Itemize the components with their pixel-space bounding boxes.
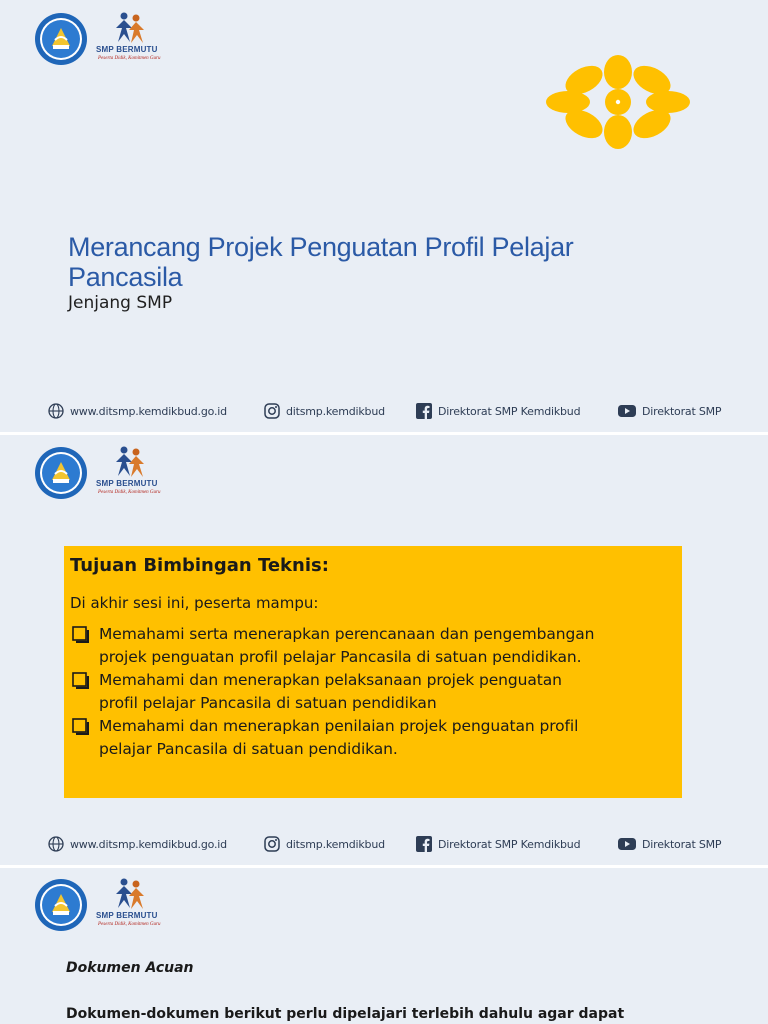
bermutu-tagline: Peserta Didik, Komitmen Guru: [98, 922, 161, 927]
instagram-handle[interactable]: ditsmp.kemdikbud: [286, 404, 385, 418]
facebook-icon: [416, 836, 432, 852]
footer-contacts: [0, 401, 768, 421]
youtube-icon: [618, 837, 636, 851]
bermutu-name: SMP BERMUTU: [96, 45, 158, 54]
youtube-channel[interactable]: Direktorat SMP: [642, 404, 722, 418]
tut-wuri-handayani-logo: [34, 446, 88, 500]
footer-facebook[interactable]: [416, 834, 580, 854]
facebook-icon: [416, 403, 432, 419]
footer-website[interactable]: [48, 834, 227, 854]
list-item: [72, 715, 672, 761]
slide-objectives: [0, 435, 768, 865]
objective-text: Memahami dan menerapkan pelaksanaan projek penguatan profil pelajar Pancasila di satuan pendidikan: [99, 671, 562, 712]
bermutu-tagline: Peserta Didik, Komitmen Guru: [98, 490, 161, 495]
footer-website[interactable]: [48, 401, 227, 421]
title-line-1: Merancang Projek Penguatan Profil Pelajar: [68, 232, 574, 262]
objective-text: Memahami dan menerapkan penilaian projek penguatan profil pelajar Pancasila di satuan pendidikan.: [99, 717, 579, 758]
objectives-intro: Di akhir sesi ini, peserta mampu:: [70, 594, 319, 612]
smp-bermutu-logo: [96, 878, 168, 930]
checkbox-bullet-icon: [72, 718, 89, 735]
facebook-page[interactable]: Direktorat SMP Kemdikbud: [438, 404, 581, 418]
website-link[interactable]: www.ditsmp.kemdikbud.go.id: [70, 837, 227, 851]
instagram-icon: [264, 836, 280, 852]
page-title: [68, 232, 708, 292]
website-link[interactable]: www.ditsmp.kemdikbud.go.id: [70, 404, 227, 418]
globe-icon: [48, 836, 64, 852]
globe-icon: [48, 403, 64, 419]
flower-ornament: [545, 55, 691, 149]
slide-reference-documents: [0, 868, 768, 1024]
bermutu-tagline: Peserta Didik, Komitmen Guru: [98, 56, 161, 61]
objectives-list: [72, 623, 672, 761]
footer-youtube[interactable]: [618, 834, 721, 854]
footer-youtube[interactable]: [618, 401, 721, 421]
checkbox-bullet-icon: [72, 672, 89, 689]
bermutu-name: SMP BERMUTU: [96, 479, 158, 488]
slide-title: [0, 0, 768, 432]
footer-facebook[interactable]: [416, 401, 580, 421]
tut-wuri-handayani-logo: [34, 12, 88, 66]
footer-contacts: [0, 834, 768, 854]
checkbox-bullet-icon: [72, 626, 89, 643]
bermutu-name: SMP BERMUTU: [96, 911, 158, 920]
instagram-handle[interactable]: ditsmp.kemdikbud: [286, 837, 385, 851]
objectives-heading: Tujuan Bimbingan Teknis:: [70, 555, 329, 576]
objective-text: Memahami serta menerapkan perencanaan dan pengembangan projek penguatan profil pelajar Pancasila di satuan pendidikan.: [99, 625, 595, 666]
objectives-box: [64, 546, 682, 798]
list-item: [72, 623, 672, 669]
footer-instagram[interactable]: [264, 401, 385, 421]
subtitle: Jenjang SMP: [68, 293, 173, 313]
title-line-2: Pancasila: [68, 262, 183, 292]
facebook-page[interactable]: Direktorat SMP Kemdikbud: [438, 837, 581, 851]
youtube-channel[interactable]: Direktorat SMP: [642, 837, 722, 851]
footer-instagram[interactable]: [264, 834, 385, 854]
tut-wuri-handayani-logo: [34, 878, 88, 932]
instagram-icon: [264, 403, 280, 419]
list-item: [72, 669, 672, 715]
smp-bermutu-logo: [96, 12, 168, 64]
smp-bermutu-logo: [96, 446, 168, 498]
youtube-icon: [618, 404, 636, 418]
reference-body: Dokumen-dokumen berikut perlu dipelajari terlebih dahulu agar dapat: [66, 1006, 625, 1022]
reference-heading: Dokumen Acuan: [66, 960, 194, 976]
